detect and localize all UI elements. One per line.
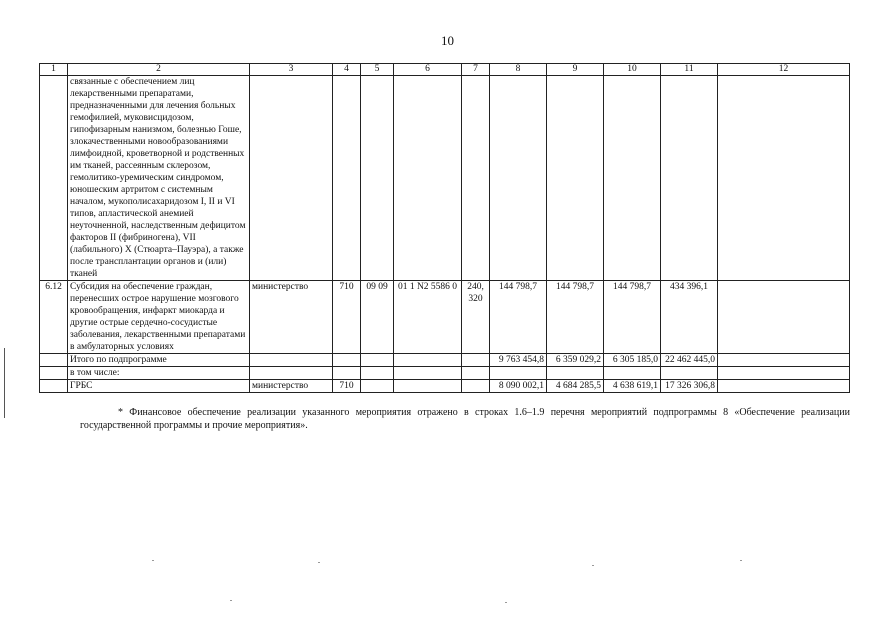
table-row-continuation <box>40 76 850 281</box>
scan-speck <box>318 562 320 563</box>
col-header-6: 6 <box>394 64 462 76</box>
total-year-3: 6 305 185,0 <box>604 354 661 367</box>
expected-result <box>718 281 850 354</box>
scan-speck <box>230 600 232 601</box>
table-row-6-12 <box>40 281 850 354</box>
year-1-amount: 144 798,7 <box>490 281 547 354</box>
grbs-sum: 17 326 306,8 <box>661 380 718 393</box>
table-row-total <box>40 354 850 367</box>
grbs-year-1: 8 090 002,1 <box>490 380 547 393</box>
executor: министерство <box>250 281 333 354</box>
col-header-2: 2 <box>68 64 250 76</box>
year-3-amount: 144 798,7 <box>604 281 661 354</box>
scan-speck <box>592 565 594 566</box>
column-number-row <box>40 64 850 76</box>
col-header-4: 4 <box>333 64 361 76</box>
total-year-2: 6 359 029,2 <box>547 354 604 367</box>
col-header-10: 10 <box>604 64 661 76</box>
col-header-5: 5 <box>361 64 394 76</box>
grbs-executor: министерство <box>250 380 333 393</box>
grbs-label: ГРБС <box>68 380 250 393</box>
footnote: * Финансовое обеспечение реализации указанного мероприятия отражено в строках 1.6–1.9 перечня мероприятий подпрограммы 8 «Обеспечение реализации государственной программы и прочие мероприятия». <box>80 407 850 431</box>
table-row-grbs <box>40 380 850 393</box>
grbs-year-3: 4 638 619,1 <box>604 380 661 393</box>
col-header-7: 7 <box>462 64 490 76</box>
total-year-1: 9 763 454,8 <box>490 354 547 367</box>
col-header-9: 9 <box>547 64 604 76</box>
expense-type: 240, 320 <box>462 281 490 354</box>
col-header-1: 1 <box>40 64 68 76</box>
grbs-row-code: 710 <box>333 380 361 393</box>
scan-speck <box>740 560 742 561</box>
target-article: 01 1 N2 5586 0 <box>394 281 462 354</box>
total-amount: 434 396,1 <box>661 281 718 354</box>
col-header-8: 8 <box>490 64 547 76</box>
scan-margin-line <box>4 348 5 418</box>
col-header-11: 11 <box>661 64 718 76</box>
col-header-3: 3 <box>250 64 333 76</box>
total-label: Итого по подпрограмме <box>68 354 250 367</box>
including-label: в том числе: <box>68 367 250 380</box>
measures-table <box>39 63 850 393</box>
col-header-12: 12 <box>718 64 850 76</box>
table-row-including <box>40 367 850 380</box>
section-code: 09 09 <box>361 281 394 354</box>
grbs-year-2: 4 684 285,5 <box>547 380 604 393</box>
scan-speck <box>505 602 507 603</box>
year-2-amount: 144 798,7 <box>547 281 604 354</box>
row-number: 6.12 <box>40 281 68 354</box>
page-number: 10 <box>441 33 454 48</box>
scan-speck <box>152 560 154 561</box>
grbs-code: 710 <box>333 281 361 354</box>
measure-name: Субсидия на обеспечение граждан, перенесших острое нарушение мозгового кровообращения, инфаркт миокарда и другие острые сердечно-сосудистые заболевания, лекарственными препаратами в амбулаторных условиях <box>68 281 250 354</box>
total-sum: 22 462 445,0 <box>661 354 718 367</box>
continuation-text: связанные с обеспечением лиц лекарственными препаратами, предназначенными для лечения больных гемофилией, муковисцидозом, гипофизарным нанизмом, болезнью Гоше, злокачественными новообразованиями лимфоидной, кроветворной и родственных им тканей, рассеянным склерозом, гемолитико-уремическим синдромом, юношеским артритом с системным началом, мукополисахаридозом I, II и VI типов, апластической анемией неуточненной, наследственным дефицитом факторов II (фибриногена), VII (лабильного) X (Стюарта–Пауэра), а также после трансплантации органов и (или) тканей <box>68 76 250 281</box>
